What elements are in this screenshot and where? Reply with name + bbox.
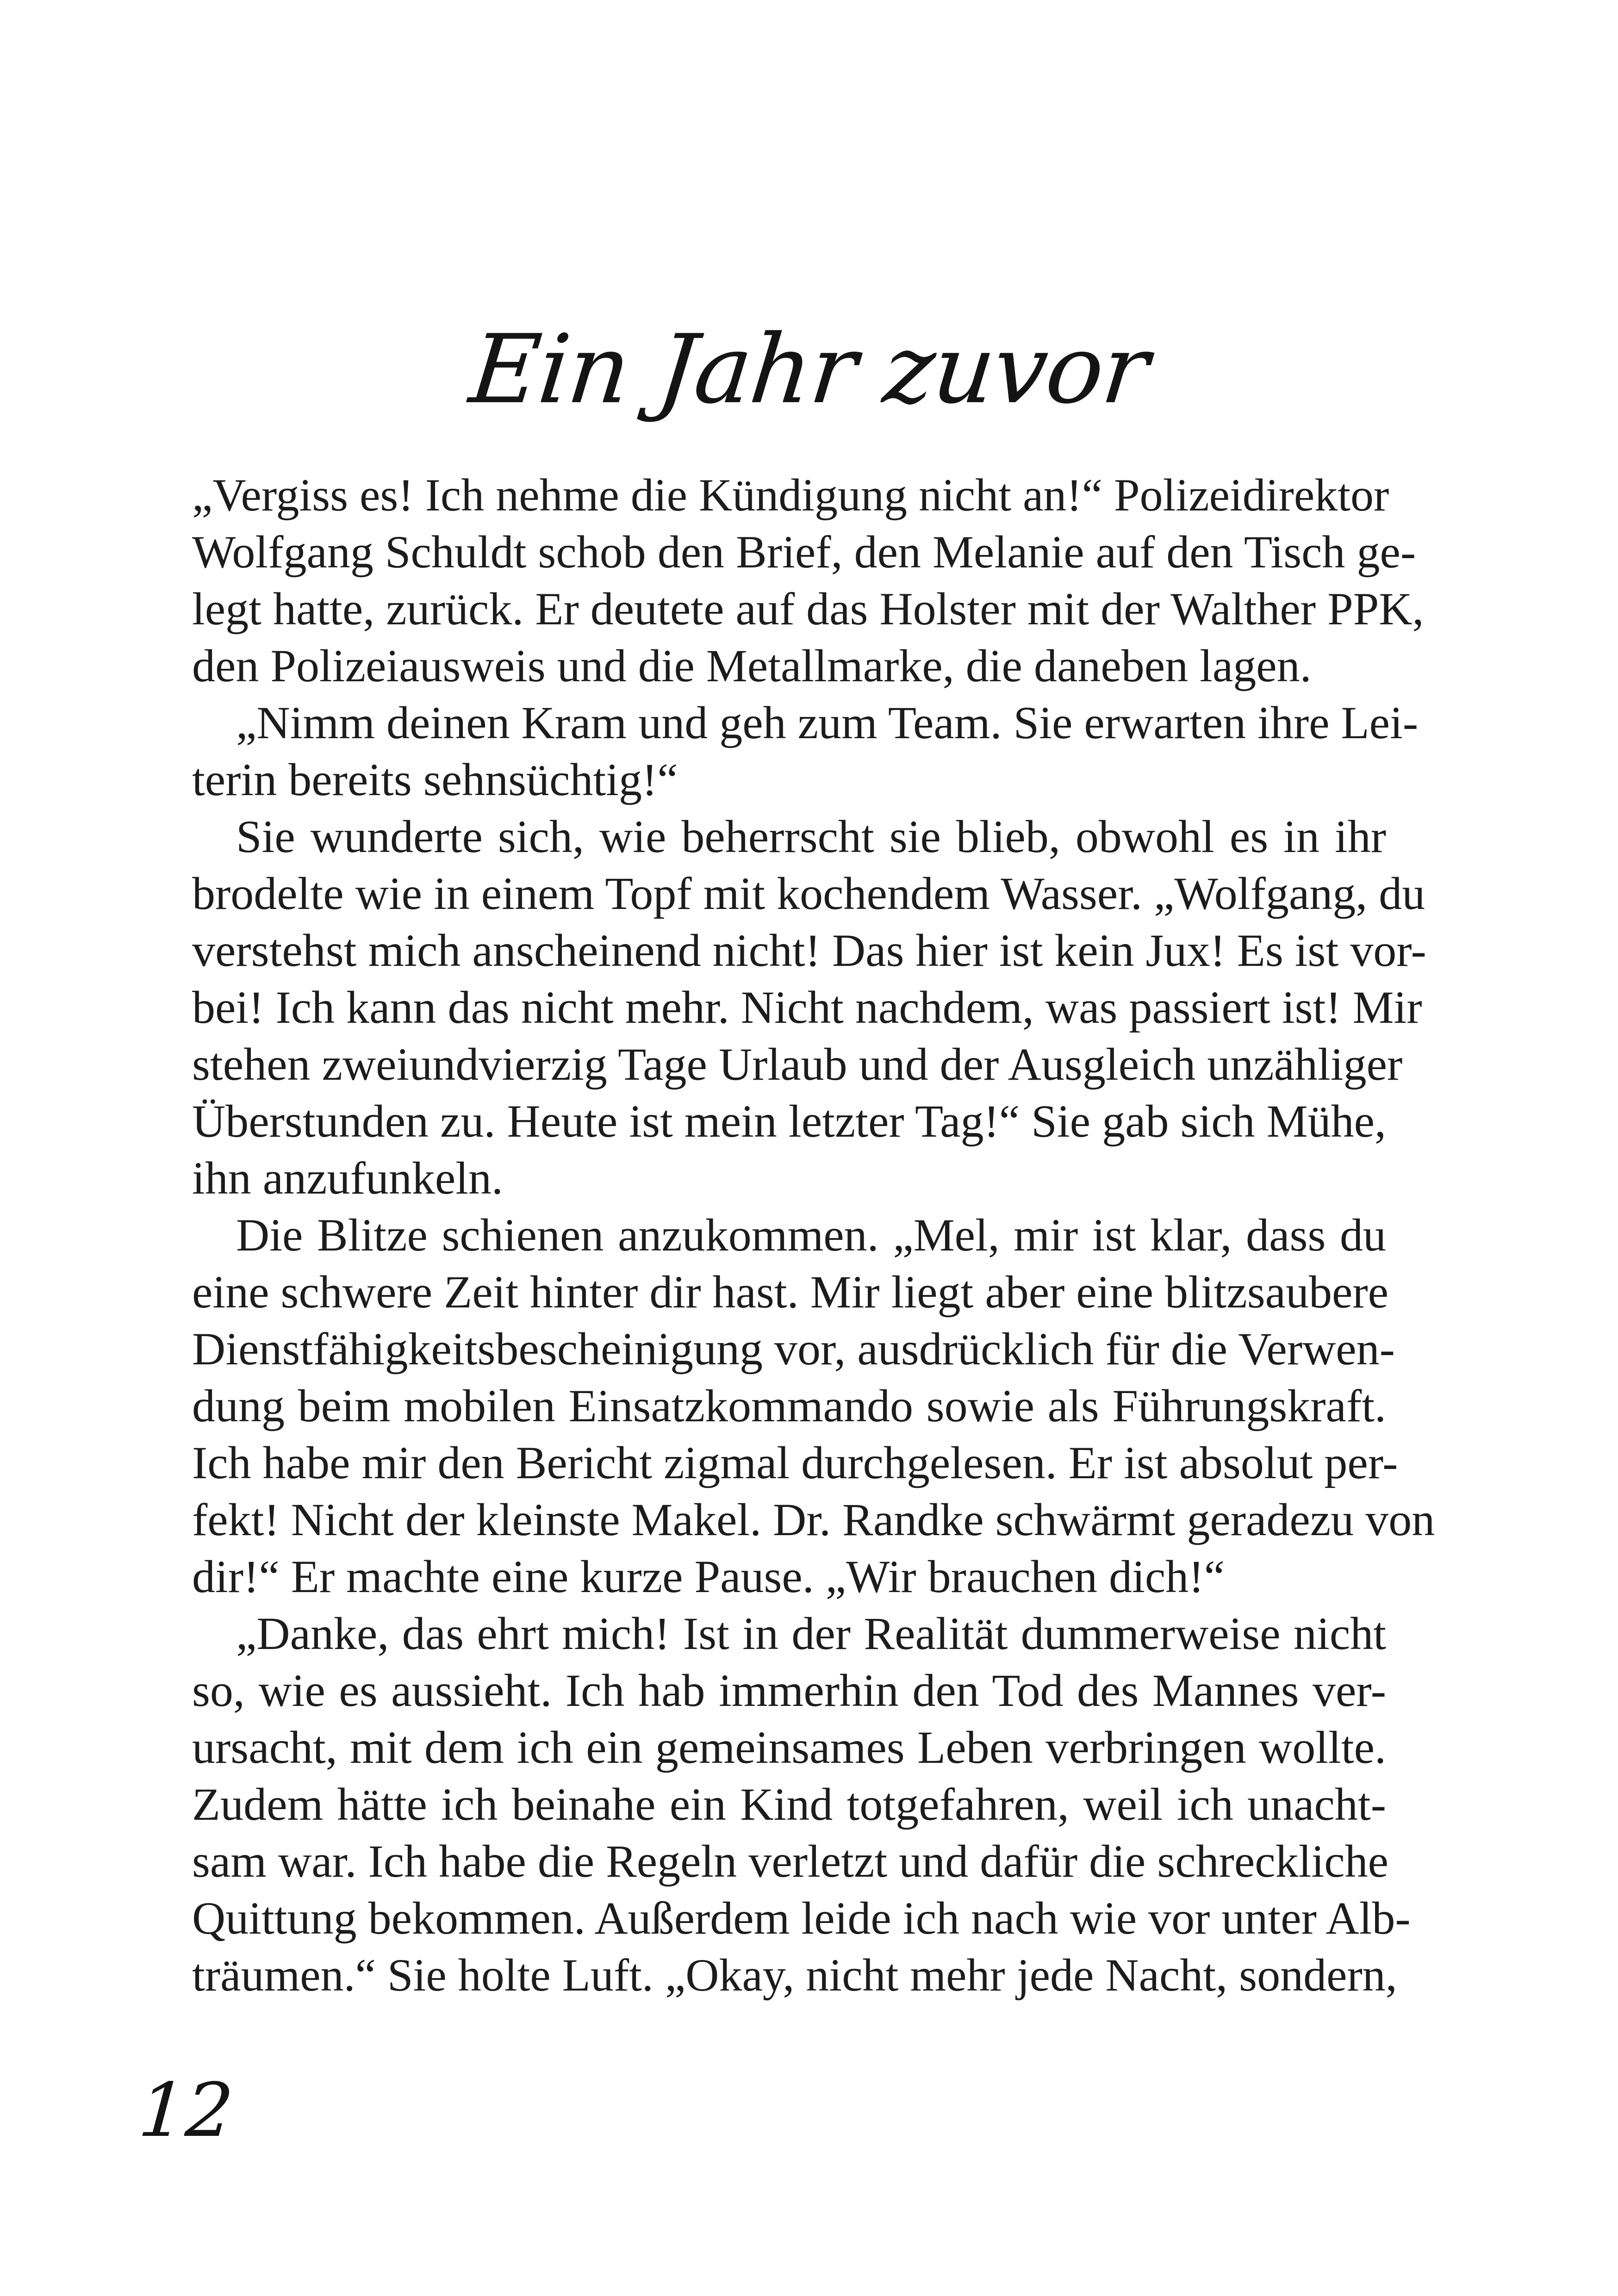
- paragraph: [192, 1207, 1435, 1605]
- text-line: sam war. Ich habe die Regeln verletzt und dafür die schreckliche: [192, 1836, 1389, 1887]
- text-line: träumen.“ Sie holte Luft. „Okay, nicht mehr jede Nacht, sondern,: [192, 1949, 1397, 2001]
- text-line: ursacht, mit dem ich ein gemeinsames Leben verbringen wollte.: [192, 1722, 1386, 1773]
- text-line: fekt! Nicht der kleinste Makel. Dr. Randke schwärmt geradezu von: [192, 1494, 1435, 1545]
- chapter-title: Ein Jahr zuvor: [465, 315, 1153, 425]
- text-line: bei! Ich kann das nicht mehr. Nicht nachdem, was passiert ist! Mir: [192, 982, 1422, 1033]
- text-line: brodelte wie in einem Topf mit kochendem Wasser. „Wolfgang, du: [192, 868, 1425, 919]
- text-line: dir!“ Er machte eine kurze Pause. „Wir brauchen dich!“: [192, 1551, 1225, 1602]
- text-line: Überstunden zu. Heute ist mein letzter Tag!“ Sie gab sich Mühe,: [192, 1095, 1386, 1147]
- text-line: „Danke, das ehrt mich! Ist in der Realität dummerweise nicht: [236, 1608, 1386, 1659]
- text-line: den Polizeiausweis und die Metallmarke, die daneben lagen.: [192, 640, 1312, 691]
- text-line: Sie wunderte sich, wie beherrscht sie blieb, obwohl es in ihr: [236, 811, 1386, 862]
- text-line: Wolfgang Schuldt schob den Brief, den Melanie auf den Tisch ge-: [192, 526, 1416, 578]
- text-line: Die Blitze schienen anzukommen. „Mel, mir ist klar, dass du: [236, 1209, 1386, 1261]
- text-line: ihn anzufunkeln.: [192, 1152, 504, 1204]
- text-line: legt hatte, zurück. Er deutete auf das Holster mit der Walther PPK,: [192, 583, 1424, 635]
- text-line: Dienstfähigkeitsbescheinigung vor, ausdrücklich für die Verwen-: [192, 1323, 1395, 1375]
- text-line: Quittung bekommen. Außerdem leide ich nach wie vor unter Alb-: [192, 1892, 1411, 1944]
- text-line: „Nimm deinen Kram und geh zum Team. Sie erwarten ihre Lei-: [236, 697, 1419, 748]
- text-line: dung beim mobilen Einsatzkommando sowie als Führungskraft.: [192, 1380, 1386, 1431]
- paragraph: [192, 694, 1419, 808]
- text-line: eine schwere Zeit hinter dir hast. Mir liegt aber eine blitzsaubere: [192, 1266, 1389, 1318]
- text-line: Zudem hätte ich beinahe ein Kind totgefahren, weil ich unacht-: [192, 1779, 1386, 1830]
- paragraph: [192, 1605, 1411, 2004]
- text-line: stehen zweiundvierzig Tage Urlaub und der Ausgleich unzähliger: [192, 1039, 1403, 1090]
- text-line: Ich habe mir den Bericht zigmal durchgelesen. Er ist absolut per-: [192, 1437, 1398, 1488]
- text-line: verstehst mich anscheinend nicht! Das hier ist kein Jux! Es ist vor-: [192, 925, 1426, 976]
- text-line: terin bereits sehnsüchtig!“: [192, 754, 678, 805]
- text-line: „Vergiss es! Ich nehme die Kündigung nicht an!“ Polizeidirektor: [192, 469, 1389, 521]
- paragraph: [192, 808, 1426, 1207]
- page-number: 12: [136, 2067, 236, 2153]
- text-line: so, wie es aussieht. Ich hab immerhin den Tod des Mannes ver-: [192, 1665, 1386, 1716]
- body-text: [192, 467, 1435, 2004]
- paragraph: [192, 467, 1424, 694]
